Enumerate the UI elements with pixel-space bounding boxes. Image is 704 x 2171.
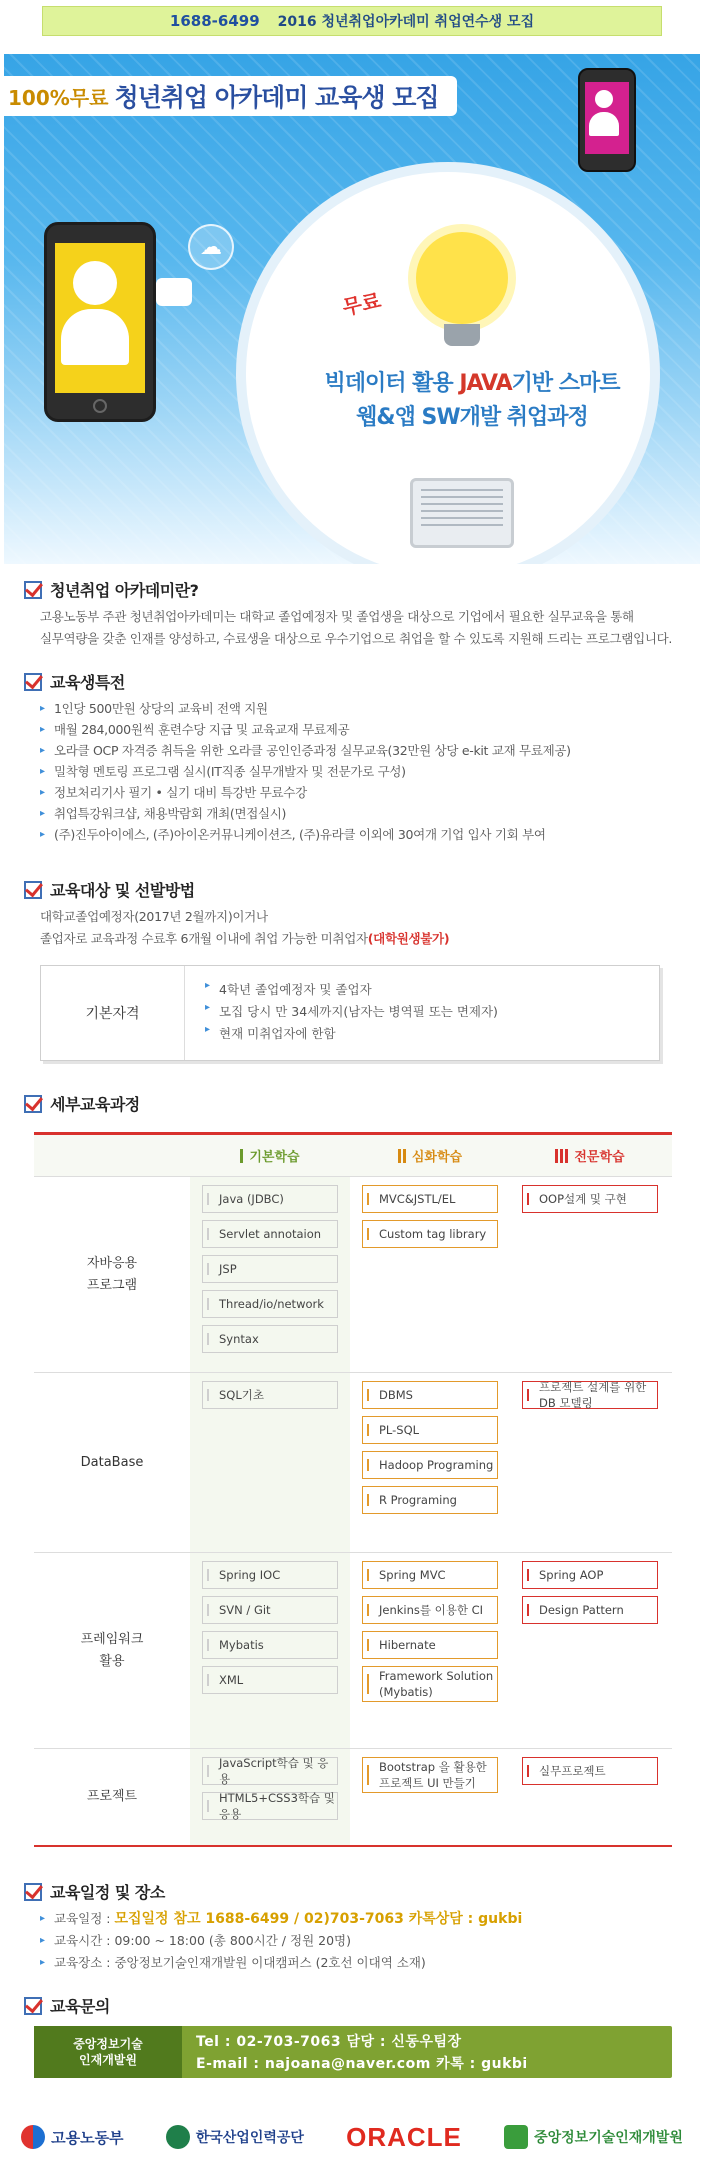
mid-column — [350, 1177, 510, 1372]
course-item: SQL기초 — [202, 1381, 338, 1409]
basic-column — [190, 1177, 350, 1372]
section-target — [24, 878, 195, 901]
mid-column — [350, 1553, 510, 1748]
course-item: JSP — [202, 1255, 338, 1283]
hrdk-logo[interactable]: 한국산업인력공단 — [166, 2125, 304, 2149]
checkbox-icon — [24, 581, 42, 599]
course-item: Framework Solution (Mybatis) — [362, 1666, 498, 1702]
course-item: 실무프로젝트 — [522, 1757, 658, 1785]
oracle-logo[interactable]: ORACLE — [346, 2121, 462, 2152]
course-item: Servlet annotaion — [202, 1220, 338, 1248]
course-item: MVC&JSTL/EL — [362, 1185, 498, 1213]
chat-bubble-icon — [156, 278, 192, 306]
moel-logo[interactable]: 고용노동부 — [21, 2125, 123, 2149]
course-item: Mybatis — [202, 1631, 338, 1659]
course-title-line2: 웹&앱 SW개발 취업과정 — [356, 405, 588, 430]
table-header-row — [34, 1135, 672, 1177]
section-benefits — [24, 670, 125, 693]
adv-column — [510, 1373, 670, 1552]
list-item: ▸ 정보처리기사 필기 • 실기 대비 특강반 무료수강 — [40, 782, 571, 803]
basic-column — [190, 1553, 350, 1748]
list-item: ▸ 교육장소 : 중앙정보기술인재개발원 이대캠퍼스 (2호선 이대역 소재) — [40, 1952, 522, 1974]
footer-logos — [0, 2112, 704, 2162]
section-about — [24, 578, 198, 601]
schedule-list — [40, 1908, 522, 1974]
list-item: ▸ 교육시간 : 09:00 ~ 18:00 (총 800시간 / 정원 20명) — [40, 1930, 522, 1952]
hero-title — [4, 76, 457, 116]
table-row — [34, 1373, 672, 1553]
lightbulb-base — [444, 324, 480, 346]
list-item: ▸ 밀착형 멘토링 프로그램 실시(IT직종 실무개발자 및 전문가로 구성) — [40, 761, 571, 782]
list-item: ▸ 취업특강워크샵, 채용박람회 개최(면접실시) — [40, 803, 571, 824]
about-text: 고용노동부 주관 청년취업아카데미는 대학교 졸업예정자 및 졸업생을 대상으로 기업에서 필요한 실무교육을 통해 실무역량을 갖춘 인재를 양성하고, 수료생을 대상으로 우수기업으로 취업을 할 수 있도록 지원해 드리는 프로그램입니다. — [40, 609, 673, 646]
header-basic: 기본학습 — [190, 1135, 350, 1176]
checkbox-icon — [24, 673, 42, 691]
category-cell: 프로젝트 — [34, 1749, 190, 1845]
course-item: Thread/io/network — [202, 1290, 338, 1318]
banner-phone: 1688-6499 — [169, 12, 260, 30]
smartphone-illustration — [44, 222, 156, 422]
section-title: 교육생특전 — [50, 673, 125, 692]
checkbox-icon — [24, 1997, 42, 2015]
course-item: OOP설계 및 구현 — [522, 1185, 658, 1213]
smartphone-icon — [578, 68, 636, 172]
section-title: 교육일정 및 장소 — [50, 1883, 165, 1902]
curriculum-table — [34, 1132, 672, 1847]
course-item: 프로젝트 설계를 위한 DB 모델링 — [522, 1381, 658, 1409]
list-item: ▸ (주)진두아이에스, (주)아이온커뮤니케이션즈, (주)유라클 이외에 30여개 기업 입사 기회 부여 — [40, 824, 571, 845]
course-title-line1: 빅데이터 활용 JAVA기반 스마트 — [324, 371, 620, 396]
lightbulb-icon — [416, 232, 508, 324]
header-blank — [34, 1135, 190, 1176]
section-title: 세부교육과정 — [50, 1095, 140, 1114]
course-item: Hadoop Programing — [362, 1451, 498, 1479]
level1-icon — [240, 1149, 243, 1163]
mid-column — [350, 1749, 510, 1845]
list-item: ▸ 오라클 OCP 자격증 취득을 위한 오라클 공인인증과정 실무교육(32만원 상당 e-kit 교재 무료제공) — [40, 740, 571, 761]
course-item: Spring AOP — [522, 1561, 658, 1589]
level3-icon — [555, 1149, 568, 1163]
section-title: 청년취업 아카데미란? — [50, 581, 199, 600]
contact-email[interactable]: E-mail : najoana@naver.com 카톡 : gukbi — [196, 2056, 528, 2072]
course-item: Custom tag library — [362, 1220, 498, 1248]
cloud-icon: ☁ — [188, 224, 234, 270]
top-banner — [42, 6, 662, 36]
list-item: ▸ 4학년 졸업예정자 및 졸업자 — [205, 980, 498, 1002]
contact-info — [182, 2026, 528, 2078]
qualification-label: 기본자격 — [41, 966, 185, 1060]
qualification-box — [40, 965, 660, 1061]
target-text: 대학교졸업예정자(2017년 2월까지)이거나 졸업자로 교육과정 수료후 6개월 이내에 취업 가능한 미취업자(대학원생불가) — [40, 909, 450, 946]
mid-column — [350, 1373, 510, 1552]
course-item: Syntax — [202, 1325, 338, 1353]
header-adv: 전문학습 — [510, 1135, 670, 1176]
course-item: SVN / Git — [202, 1596, 338, 1624]
hero-main-title: 청년취업 아카데미 교육생 모집 — [114, 83, 439, 112]
adv-column — [510, 1749, 670, 1845]
course-item: DBMS — [362, 1381, 498, 1409]
list-item: ▸ 모집 당시 만 34세까지(남자는 병역필 또는 면제자) — [205, 1002, 498, 1024]
table-row — [34, 1749, 672, 1845]
section-title: 교육문의 — [50, 1997, 110, 2016]
hero-free-label: 100%무료 — [8, 85, 109, 110]
laptop-icon — [410, 478, 514, 548]
hrdk-mark-icon — [166, 2125, 190, 2149]
course-item: Bootstrap 을 활용한 프로젝트 UI 만들기 — [362, 1757, 498, 1793]
section-curriculum — [24, 1092, 140, 1115]
moel-mark-icon — [21, 2125, 45, 2149]
list-item: ▸ 1인당 500만원 상당의 교육비 전액 지원 — [40, 698, 571, 719]
basic-column — [190, 1373, 350, 1552]
contact-org: 중앙정보기술 인재개발원 — [34, 2026, 182, 2078]
course-item: Spring MVC — [362, 1561, 498, 1589]
list-item: ▸ 매월 284,000원씩 훈련수당 지급 및 교육교재 무료제공 — [40, 719, 571, 740]
contact-box — [34, 2026, 672, 2078]
course-item: Java (JDBC) — [202, 1185, 338, 1213]
course-item: JavaScript학습 및 응용 — [202, 1757, 338, 1785]
list-item: ▸ 현재 미취업자에 한함 — [205, 1024, 498, 1046]
banner-text: 2016 청년취업아카데미 취업연수생 모집 — [277, 14, 535, 30]
jungang-logo[interactable]: 중앙정보기술인재개발원 — [504, 2125, 683, 2149]
course-item: Hibernate — [362, 1631, 498, 1659]
adv-column — [510, 1177, 670, 1372]
section-schedule — [24, 1880, 165, 1903]
benefits-list — [40, 698, 571, 845]
list-item: ▸ 교육일정 : 모집일정 참고 1688-6499 / 02)703-7063 카톡상담 : gukbi — [40, 1908, 522, 1930]
table-row — [34, 1177, 672, 1373]
course-item: Jenkins를 이용한 CI — [362, 1596, 498, 1624]
section-title: 교육대상 및 선발방법 — [50, 881, 195, 900]
course-item: PL-SQL — [362, 1416, 498, 1444]
category-cell: DataBase — [34, 1373, 190, 1552]
header-mid: 심화학습 — [350, 1135, 510, 1176]
hero-banner — [4, 54, 700, 564]
course-item: R Programing — [362, 1486, 498, 1514]
course-item: Spring IOC — [202, 1561, 338, 1589]
course-item: XML — [202, 1666, 338, 1694]
checkbox-icon — [24, 881, 42, 899]
course-item: HTML5+CSS3학습 및 응용 — [202, 1792, 338, 1820]
section-inquiry — [24, 1994, 110, 2017]
free-stamp: 무료 — [340, 288, 384, 320]
course-item: Design Pattern — [522, 1596, 658, 1624]
level2-icon — [398, 1149, 406, 1163]
checkbox-icon — [24, 1095, 42, 1113]
qualification-list — [185, 966, 498, 1060]
category-cell: 자바응용 프로그램 — [34, 1177, 190, 1372]
table-row — [34, 1553, 672, 1749]
checkbox-icon — [24, 1883, 42, 1901]
jungang-mark-icon — [504, 2125, 528, 2149]
basic-column — [190, 1749, 350, 1845]
adv-column — [510, 1553, 670, 1748]
contact-phone[interactable]: Tel : 02-703-7063 담당 : 신동우팀장 — [196, 2034, 462, 2050]
category-cell: 프레임워크 활용 — [34, 1553, 190, 1748]
